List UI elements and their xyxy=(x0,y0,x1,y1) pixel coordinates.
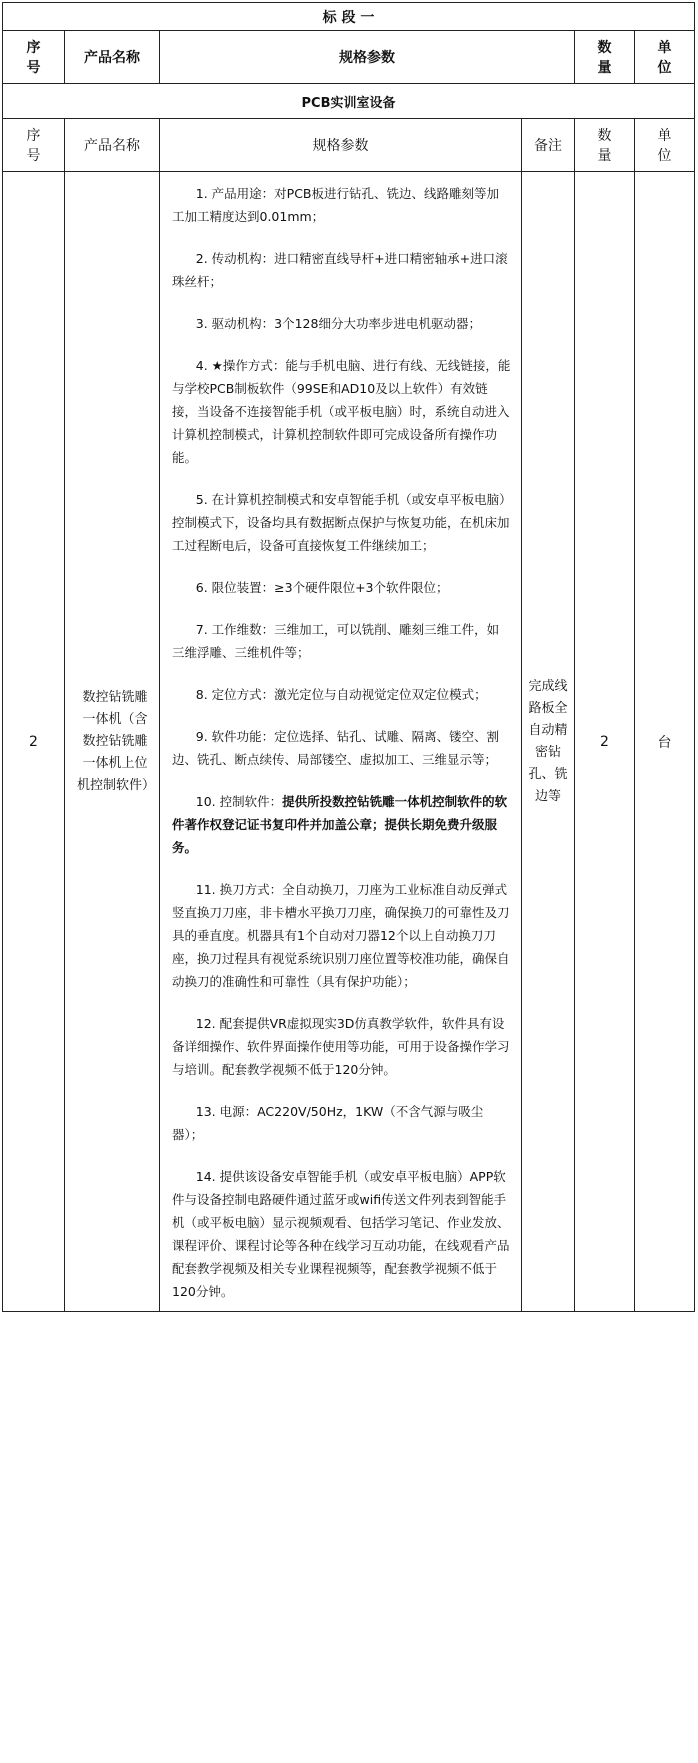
spec-item-9: 9. 软件功能：定位选择、钻孔、试雕、隔离、镂空、割边、铣孔、断点续传、局部镂空、虚拟加工、三维显示等； xyxy=(172,729,500,767)
header-qty: 数量 xyxy=(575,31,635,84)
spec-item-4: 4. ★操作方式：能与手机电脑、进行有线、无线链接，能与学校PCB制板软件（99SE和AD10及以上软件）有效链接，当设备不连接智能手机（或平板电脑）时，系统自动进入计算机控制模式，计算机控制软件即可完成设备所有操作功能。 xyxy=(172,358,511,465)
spec-item-14: 14. 提供该设备安卓智能手机（或安卓平板电脑）APP软件与设备控制电路硬件通过蓝牙或wifi传送文件列表到智能手机（或平板电脑）显示视频观看、包括学习笔记、作业发放、课程评价、课程讨论等各种在线学习互动功能，在线观看产品配套教学视频及相关专业课程视频等，配套教学视频不低于120分钟。 xyxy=(172,1169,510,1299)
spec-item-12: 12. 配套提供VR虚拟现实3D仿真教学软件，软件具有设备详细操作、软件界面操作使用等功能，可用于设备操作学习与培训。配套教学视频不低于120分钟。 xyxy=(172,1016,510,1077)
section-title: PCB实训室设备 xyxy=(3,84,695,119)
spec-item-1: 1. 产品用途：对PCB板进行钻孔、铣边、线路雕刻等加工加工精度达到0.01mm； xyxy=(172,186,499,224)
header-product-name: 产品名称 xyxy=(65,31,160,84)
spec-item-5: 5. 在计算机控制模式和安卓智能手机（或安卓平板电脑）控制模式下，设备均具有数据断点保护与恢复功能，在机床加工过程断电后，设备可直接恢复工件继续加工； xyxy=(172,492,510,553)
row-qty: 2 xyxy=(575,172,635,1312)
row-seq: 2 xyxy=(3,172,65,1312)
header-seq: 序号 xyxy=(3,31,65,84)
header2-spec: 规格参数 xyxy=(160,119,522,172)
spec-item-13: 13. 电源：AC220V/50Hz，1KW（不含气源与吸尘器）； xyxy=(172,1104,484,1142)
spec-item-10 xyxy=(172,790,511,859)
header2-seq: 序号 xyxy=(3,119,65,172)
spec-item-11: 11. 换刀方式：全自动换刀，刀座为工业标准自动反弹式竖直换刀刀座，非卡槽水平换刀刀座，确保换刀的可靠性及刀具的垂直度。机器具有1个自动对刀器12个以上自动换刀刀座，换刀过程具有视觉系统识别刀座位置等校准功能，确保自动换刀的准确性和可靠性（具有保护功能）； xyxy=(172,882,510,989)
spec-item-7: 7. 工作维数：三维加工，可以铣削、雕刻三维工件，如三维浮雕、三维机件等； xyxy=(172,622,500,660)
row-unit: 台 xyxy=(635,172,695,1312)
row-specs xyxy=(160,172,522,1312)
bid-table xyxy=(2,2,695,1312)
header2-remark: 备注 xyxy=(522,119,575,172)
spec-item-3: 3. 驱动机构：3个128细分大功率步进电机驱动器； xyxy=(195,316,481,331)
header2-unit: 单位 xyxy=(635,119,695,172)
header2-qty: 数量 xyxy=(575,119,635,172)
header2-product-name: 产品名称 xyxy=(65,119,160,172)
row-remark: 完成线路板全自动精密钻孔、铣边等 xyxy=(522,172,575,1312)
spec-item-2: 2. 传动机构：进口精密直线导杆+进口精密轴承+进口滚珠丝杆； xyxy=(172,251,508,289)
header-spec: 规格参数 xyxy=(160,31,575,84)
spec-item-6: 6. 限位装置：≥3个硬件限位+3个软件限位； xyxy=(195,580,449,595)
header-unit: 单位 xyxy=(635,31,695,84)
spec-item-10-lead: 10. 控制软件： xyxy=(195,794,283,809)
spec-item-10-bold: 提供所投数控钻铣雕一体机控制软件的软件著作权登记证书复印件并加盖公章；提供长期免费升级服务。 xyxy=(172,794,508,855)
spec-item-8: 8. 定位方式：激光定位与自动视觉定位双定位模式； xyxy=(195,687,487,702)
table-title: 标 段 一 xyxy=(3,3,695,31)
row-product-name: 数控钻铣雕一体机（含数控钻铣雕一体机上位机控制软件） xyxy=(65,172,160,1312)
